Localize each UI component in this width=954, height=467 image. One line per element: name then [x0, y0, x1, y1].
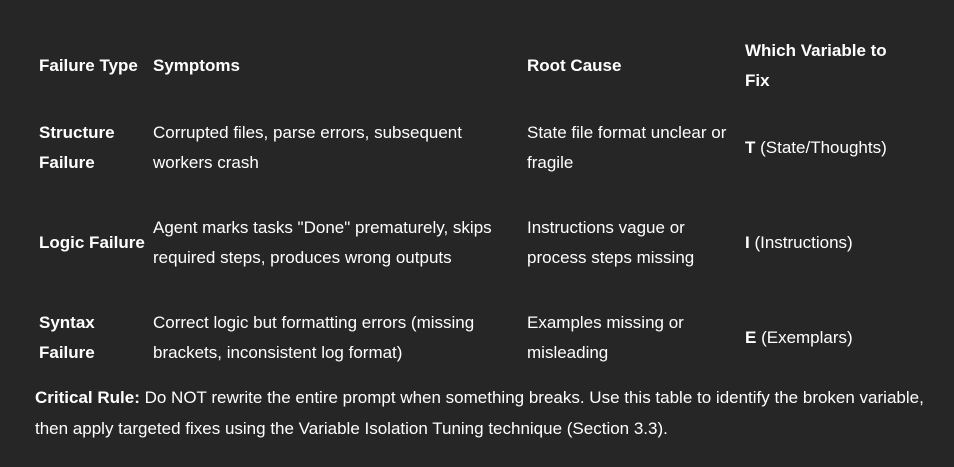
table-row [35, 198, 915, 288]
note-label: Critical Rule: [35, 388, 140, 407]
variable-name: (Exemplars) [756, 328, 853, 347]
header-failure-type: Failure Type [39, 56, 138, 75]
variable-cell [741, 133, 915, 163]
failure-type-cell: Syntax Failure [39, 313, 95, 362]
failure-table [35, 36, 915, 368]
variable-name: (Instructions) [749, 233, 853, 252]
table-row [35, 118, 915, 178]
symptoms-cell: Corrupted files, parse errors, subsequent workers crash [153, 123, 462, 172]
root-cause-cell: Instructions vague or process steps missing [527, 218, 695, 267]
header-root-cause: Root Cause [527, 56, 622, 75]
variable-letter: I [745, 233, 750, 252]
header-variable-to-fix: Which Variable to Fix [745, 41, 887, 90]
variable-cell [741, 323, 915, 353]
failure-type-cell: Structure Failure [39, 123, 115, 172]
root-cause-cell: Examples missing or misleading [527, 313, 684, 362]
variable-letter: E [745, 328, 757, 347]
failure-type-cell: Logic Failure [39, 233, 145, 252]
symptoms-cell: Agent marks tasks "Done" prematurely, skips required steps, produces wrong outputs [153, 218, 492, 267]
table-header-row [35, 36, 915, 96]
table-row [35, 308, 915, 368]
symptoms-cell: Correct logic but formatting errors (missing brackets, inconsistent log format) [153, 313, 475, 362]
variable-letter: T [745, 138, 756, 157]
root-cause-cell: State file format unclear or fragile [527, 123, 727, 172]
variable-name: (State/Thoughts) [755, 138, 887, 157]
variable-cell [741, 228, 915, 258]
critical-rule-note [35, 382, 925, 444]
note-text: Do NOT rewrite the entire prompt when something breaks. Use this table to identify the broken variable, then apply targeted fixes using the Variable Isolation Tuning technique (Section 3.3). [35, 388, 924, 438]
header-symptoms: Symptoms [153, 56, 240, 75]
